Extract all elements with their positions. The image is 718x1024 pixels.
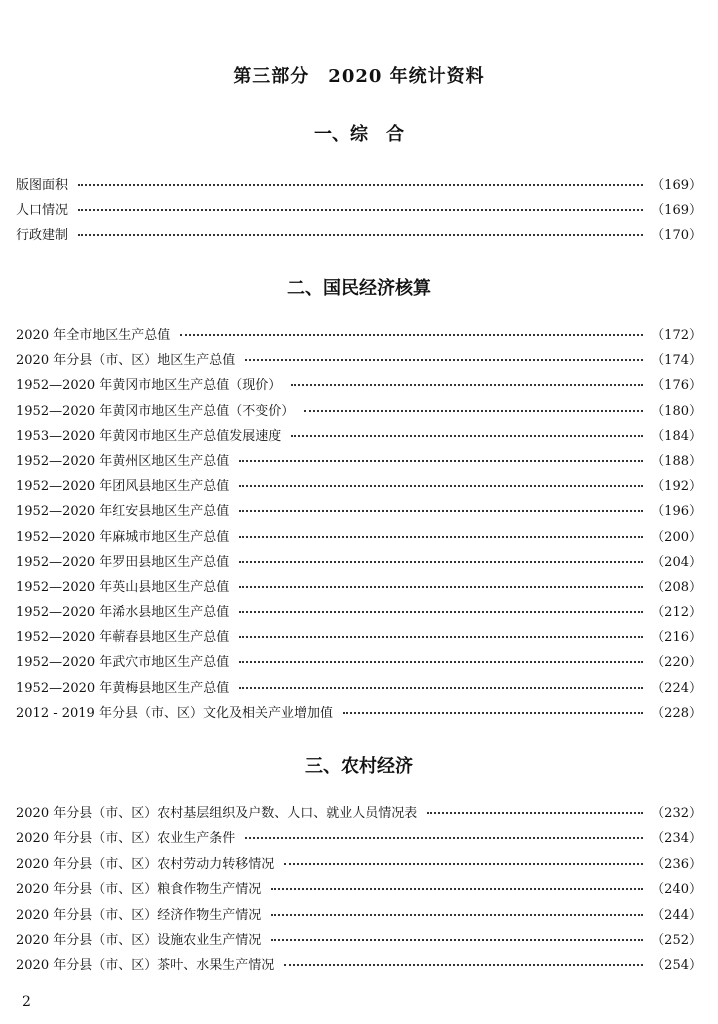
toc-page-ref: （224） xyxy=(651,680,702,696)
toc-page-ref: （196） xyxy=(651,504,702,520)
toc-list-comprehensive xyxy=(16,174,702,249)
toc-entry[interactable] xyxy=(16,526,702,551)
dot-leader xyxy=(239,660,643,663)
dot-leader xyxy=(271,913,643,916)
toc-entry-title: 2020 年分县（市、区）农业生产条件 xyxy=(16,831,236,847)
toc-entry[interactable] xyxy=(16,199,702,224)
dot-leader xyxy=(427,811,643,814)
toc-entry-title: 行政建制 xyxy=(16,228,69,243)
dot-leader xyxy=(291,434,643,437)
toc-entry[interactable] xyxy=(16,174,702,199)
toc-page-ref: （254） xyxy=(651,958,702,974)
toc-entry[interactable] xyxy=(16,425,702,450)
toc-page-ref: （188） xyxy=(651,453,702,469)
toc-page-ref: （216） xyxy=(651,630,702,646)
dot-leader xyxy=(343,711,643,714)
toc-entry[interactable] xyxy=(16,324,702,349)
toc-entry-title: 2020 年全市地区生产总值 xyxy=(16,328,171,343)
toc-list-rural-economy xyxy=(16,802,702,980)
toc-entry[interactable] xyxy=(16,450,702,475)
dot-leader xyxy=(239,535,643,538)
dot-leader xyxy=(239,484,643,487)
dot-leader xyxy=(245,358,643,361)
toc-entry-title: 1952—2020 年黄冈市地区生产总值（不变价） xyxy=(16,403,295,419)
toc-page-ref: （192） xyxy=(651,479,702,495)
toc-entry-title: 2020 年分县（市、区）茶叶、水果生产情况 xyxy=(16,958,275,974)
toc-page-ref: （184） xyxy=(651,428,702,444)
toc-entry-title: 版图面积 xyxy=(16,178,69,193)
toc-entry-title: 2012 - 2019 年分县（市、区）文化及相关产业增加值 xyxy=(16,705,333,721)
part-title: 第三部分 2020 年统计资料 xyxy=(233,66,485,87)
toc-entry-title: 1952—2020 年罗田县地区生产总值 xyxy=(16,554,230,570)
page-number: 2 xyxy=(22,994,31,1010)
toc-page-ref: （174） xyxy=(651,353,702,369)
toc-entry[interactable] xyxy=(16,224,702,249)
dot-leader xyxy=(78,208,643,211)
toc-entry[interactable] xyxy=(16,827,702,852)
toc-page-ref: （169） xyxy=(651,203,702,218)
toc-page-ref: （244） xyxy=(651,907,702,923)
toc-page-ref: （232） xyxy=(651,806,702,821)
section-title-comprehensive: 一、综 合 xyxy=(314,124,404,145)
toc-page-ref: （234） xyxy=(651,831,702,847)
toc-page-ref: （204） xyxy=(651,554,702,570)
section-title-rural-economy: 三、农村经济 xyxy=(305,756,413,777)
toc-page-ref: （228） xyxy=(651,705,702,721)
toc-entry-title: 2020 年分县（市、区）经济作物生产情况 xyxy=(16,907,262,923)
toc-page-ref: （176） xyxy=(651,378,702,394)
toc-entry[interactable] xyxy=(16,551,702,576)
toc-entry[interactable] xyxy=(16,576,702,601)
toc-entry[interactable] xyxy=(16,475,702,500)
toc-entry[interactable] xyxy=(16,954,702,979)
toc-entry-title: 1952—2020 年蕲春县地区生产总值 xyxy=(16,630,230,646)
toc-page-ref: （170） xyxy=(651,228,702,243)
toc-entry-title: 1952—2020 年团风县地区生产总值 xyxy=(16,479,230,495)
toc-entry[interactable] xyxy=(16,677,702,702)
dot-leader xyxy=(239,635,643,638)
toc-entry[interactable] xyxy=(16,929,702,954)
toc-page-ref: （240） xyxy=(651,882,702,898)
toc-page-ref: （212） xyxy=(651,605,702,621)
toc-entry[interactable] xyxy=(16,853,702,878)
toc-page-ref: （180） xyxy=(651,403,702,419)
toc-page-ref: （220） xyxy=(651,655,702,671)
dot-leader xyxy=(239,610,643,613)
toc-entry-title: 1952—2020 年浠水县地区生产总值 xyxy=(16,605,230,621)
toc-entry-title: 1952—2020 年红安县地区生产总值 xyxy=(16,504,230,520)
dot-leader xyxy=(239,459,643,462)
toc-entry-title: 2020 年分县（市、区）农村基层组织及户数、人口、就业人员情况表 xyxy=(16,806,418,821)
dot-leader xyxy=(245,836,643,839)
toc-entry-title: 1953—2020 年黄冈市地区生产总值发展速度 xyxy=(16,428,282,444)
toc-entry[interactable] xyxy=(16,626,702,651)
toc-entry[interactable] xyxy=(16,374,702,399)
dot-leader xyxy=(239,686,643,689)
toc-entry[interactable] xyxy=(16,802,702,827)
toc-page-ref: （200） xyxy=(651,529,702,545)
toc-entry[interactable] xyxy=(16,349,702,374)
dot-leader xyxy=(304,409,643,412)
toc-entry[interactable] xyxy=(16,400,702,425)
toc-entry[interactable] xyxy=(16,651,702,676)
dot-leader xyxy=(291,383,643,386)
toc-entry[interactable] xyxy=(16,878,702,903)
toc-entry-title: 1952—2020 年麻城市地区生产总值 xyxy=(16,529,230,545)
toc-entry-title: 人口情况 xyxy=(16,203,69,218)
toc-entry-title: 2020 年分县（市、区）农村劳动力转移情况 xyxy=(16,856,275,872)
toc-page-ref: （169） xyxy=(651,178,702,193)
dot-leader xyxy=(180,333,643,336)
toc-entry-title: 2020 年分县（市、区）地区生产总值 xyxy=(16,353,236,369)
toc-page-ref: （172） xyxy=(651,328,702,343)
toc-entry-title: 1952—2020 年武穴市地区生产总值 xyxy=(16,655,230,671)
dot-leader xyxy=(284,862,643,865)
toc-entry-title: 1952—2020 年黄梅县地区生产总值 xyxy=(16,680,230,696)
dot-leader xyxy=(271,887,643,890)
toc-entry-title: 2020 年分县（市、区）粮食作物生产情况 xyxy=(16,882,262,898)
section-title-national-accounts: 二、国民经济核算 xyxy=(287,278,431,299)
dot-leader xyxy=(271,938,643,941)
toc-entry-title: 1952—2020 年黄冈市地区生产总值（现价） xyxy=(16,378,282,394)
toc-entry[interactable] xyxy=(16,500,702,525)
toc-page-ref: （208） xyxy=(651,579,702,595)
toc-page-ref: （236） xyxy=(651,856,702,872)
toc-entry-title: 1952—2020 年黄州区地区生产总值 xyxy=(16,453,230,469)
dot-leader xyxy=(78,233,643,236)
dot-leader xyxy=(239,585,643,588)
dot-leader xyxy=(239,560,643,563)
toc-entry-title: 2020 年分县（市、区）设施农业生产情况 xyxy=(16,932,262,948)
toc-entry[interactable] xyxy=(16,702,702,727)
toc-entry[interactable] xyxy=(16,601,702,626)
toc-entry-title: 1952—2020 年英山县地区生产总值 xyxy=(16,579,230,595)
dot-leader xyxy=(78,183,643,186)
toc-entry[interactable] xyxy=(16,904,702,929)
dot-leader xyxy=(284,963,643,966)
dot-leader xyxy=(239,509,643,512)
toc-page-ref: （252） xyxy=(651,932,702,948)
toc-list-national-accounts xyxy=(16,324,702,727)
